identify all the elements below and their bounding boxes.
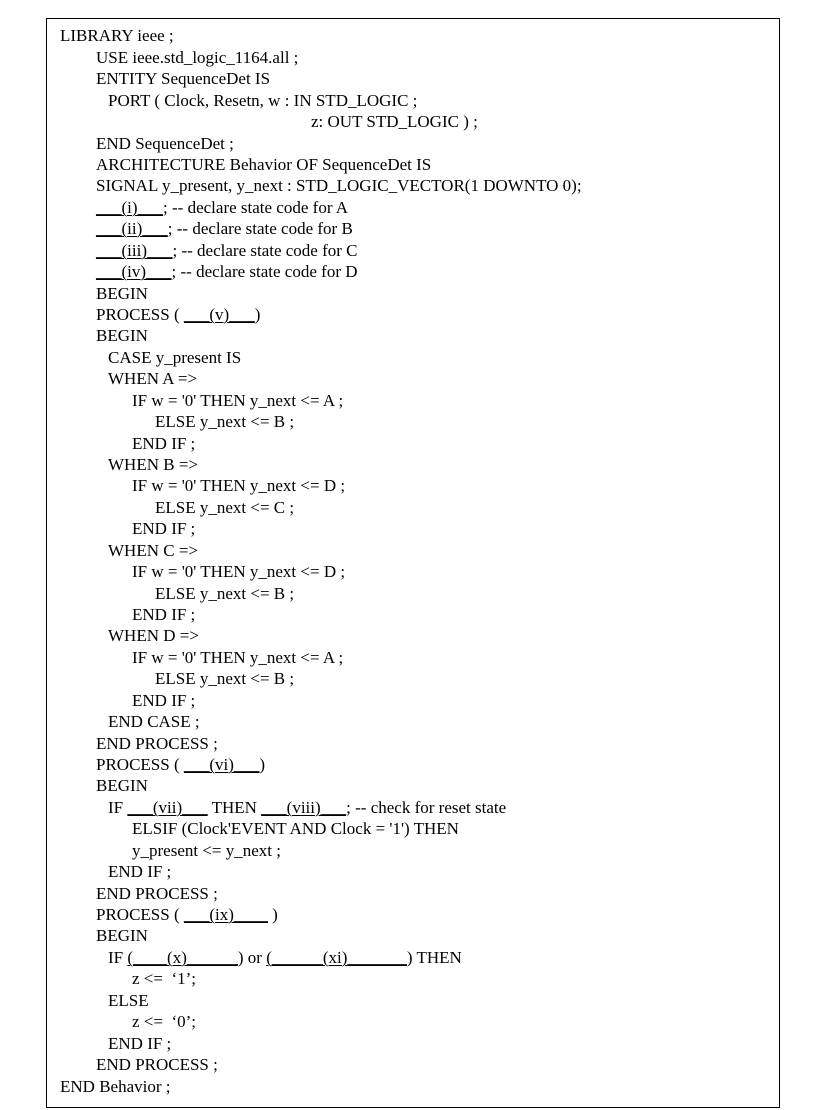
code-text: PROCESS ( — [96, 905, 184, 924]
code-text: z <= ‘1’; — [132, 969, 197, 988]
code-text: ENTITY SequenceDet IS — [96, 69, 271, 88]
code-text: WHEN A => — [108, 369, 198, 388]
code-line — [96, 925, 148, 946]
code-text: PORT ( Clock, Resetn, w : IN STD_LOGIC ; — [108, 91, 418, 110]
code-text: IF — [108, 798, 128, 817]
blank-vii: ___(vii)___ — [127, 798, 208, 817]
code-text: END PROCESS ; — [96, 1055, 218, 1074]
code-line — [108, 947, 462, 968]
code-text: END SequenceDet ; — [96, 134, 234, 153]
code-text: ) — [267, 905, 278, 924]
blank-i: ___(i)___ — [96, 198, 164, 217]
code-text: IF w = '0' THEN y_next <= A ; — [132, 648, 344, 667]
code-line — [132, 818, 459, 839]
code-line — [96, 283, 148, 304]
blank-x: (____(x)______ — [127, 948, 238, 967]
code-line — [96, 1054, 218, 1075]
code-line — [132, 433, 195, 454]
blank-viii: ___(viii)___ — [261, 798, 347, 817]
code-text: ; -- declare state code for C — [172, 241, 358, 260]
code-text: WHEN B => — [108, 455, 198, 474]
code-line — [96, 261, 358, 282]
code-line — [108, 861, 171, 882]
code-line — [60, 1076, 170, 1097]
code-line — [108, 347, 241, 368]
code-text: END PROCESS ; — [96, 884, 218, 903]
code-text: y_present <= y_next ; — [132, 841, 282, 860]
code-text: WHEN D => — [108, 626, 199, 645]
code-line — [132, 1011, 196, 1032]
code-text: ) — [259, 755, 266, 774]
code-text: IF w = '0' THEN y_next <= D ; — [132, 476, 346, 495]
code-line — [108, 90, 417, 111]
code-text: z: OUT STD_LOGIC ) ; — [311, 112, 478, 131]
code-text: ; -- check for reset state — [346, 798, 507, 817]
code-line — [132, 604, 195, 625]
code-line — [155, 411, 294, 432]
code-line — [96, 68, 270, 89]
code-text: PROCESS ( — [96, 755, 184, 774]
code-line — [96, 175, 582, 196]
code-line — [132, 475, 345, 496]
blank-iii: ___(iii)___ — [96, 241, 173, 260]
code-line — [96, 218, 353, 239]
code-text: ) or — [237, 948, 267, 967]
code-text: CASE y_present IS — [108, 348, 242, 367]
code-line — [132, 968, 196, 989]
code-line — [108, 797, 506, 818]
code-text: END IF ; — [132, 434, 196, 453]
code-text: END PROCESS ; — [96, 734, 218, 753]
code-line — [108, 711, 200, 732]
code-line — [311, 111, 478, 132]
code-text: BEGIN — [96, 284, 148, 303]
code-text: ; -- declare state code for D — [171, 262, 358, 281]
code-text: ELSE y_next <= B ; — [155, 412, 295, 431]
code-line — [96, 733, 218, 754]
code-text: ELSE y_next <= B ; — [155, 669, 295, 688]
code-text: ) — [254, 305, 261, 324]
code-text: BEGIN — [96, 926, 148, 945]
code-line — [96, 904, 278, 925]
code-text: THEN — [207, 798, 262, 817]
blank-iv: ___(iv)___ — [96, 262, 172, 281]
code-line — [132, 690, 195, 711]
code-text: IF w = '0' THEN y_next <= A ; — [132, 391, 344, 410]
code-text: BEGIN — [96, 326, 148, 345]
blank-xi: (______(xi)_______ — [266, 948, 407, 967]
code-listing-box — [46, 18, 780, 1108]
code-text: SIGNAL y_present, y_next : STD_LOGIC_VECTOR(1 DOWNTO 0); — [96, 176, 582, 195]
code-text: END IF ; — [132, 519, 196, 538]
code-line — [108, 990, 149, 1011]
code-text: ; -- declare state code for A — [163, 198, 349, 217]
code-line — [96, 754, 265, 775]
code-text: IF — [108, 948, 128, 967]
code-line — [108, 540, 198, 561]
code-text: LIBRARY ieee ; — [60, 26, 174, 45]
blank-ix: ___(ix)____ — [183, 905, 268, 924]
code-text: ELSE — [108, 991, 149, 1010]
code-text: USE ieee.std_logic_1164.all ; — [96, 48, 299, 67]
code-text: ) THEN — [406, 948, 462, 967]
code-text: END IF ; — [132, 605, 196, 624]
code-text: WHEN C => — [108, 541, 198, 560]
code-text: ELSE y_next <= B ; — [155, 584, 295, 603]
code-line — [96, 883, 218, 904]
code-text: PROCESS ( — [96, 305, 184, 324]
code-line — [132, 647, 343, 668]
code-text: END IF ; — [108, 1034, 172, 1053]
code-line — [132, 561, 345, 582]
code-line — [155, 583, 294, 604]
code-line — [96, 240, 358, 261]
code-text: ELSIF (Clock'EVENT AND Clock = '1') THEN — [132, 819, 459, 838]
code-text: z <= ‘0’; — [132, 1012, 197, 1031]
code-line — [132, 518, 195, 539]
code-line — [96, 325, 148, 346]
code-text: ; -- declare state code for B — [167, 219, 353, 238]
code-line — [108, 454, 198, 475]
code-text: IF w = '0' THEN y_next <= D ; — [132, 562, 346, 581]
code-text: END Behavior ; — [60, 1077, 171, 1096]
code-line — [96, 133, 234, 154]
code-text: BEGIN — [96, 776, 148, 795]
code-text: ELSE y_next <= C ; — [155, 498, 295, 517]
blank-vi: ___(vi)___ — [183, 755, 260, 774]
code-line — [96, 197, 348, 218]
code-line — [108, 368, 197, 389]
code-line — [96, 775, 148, 796]
code-text: END IF ; — [132, 691, 196, 710]
code-line — [108, 1033, 171, 1054]
code-line — [108, 625, 199, 646]
blank-ii: ___(ii)___ — [96, 219, 168, 238]
code-text: ARCHITECTURE Behavior OF SequenceDet IS — [96, 155, 432, 174]
code-line — [155, 497, 294, 518]
code-line — [96, 47, 298, 68]
code-text: END IF ; — [108, 862, 172, 881]
code-line — [132, 390, 343, 411]
code-line — [96, 154, 431, 175]
code-line — [155, 668, 294, 689]
blank-v: ___(v)___ — [183, 305, 255, 324]
code-line — [96, 304, 260, 325]
code-line — [132, 840, 281, 861]
code-line — [60, 25, 174, 46]
code-text: END CASE ; — [108, 712, 200, 731]
